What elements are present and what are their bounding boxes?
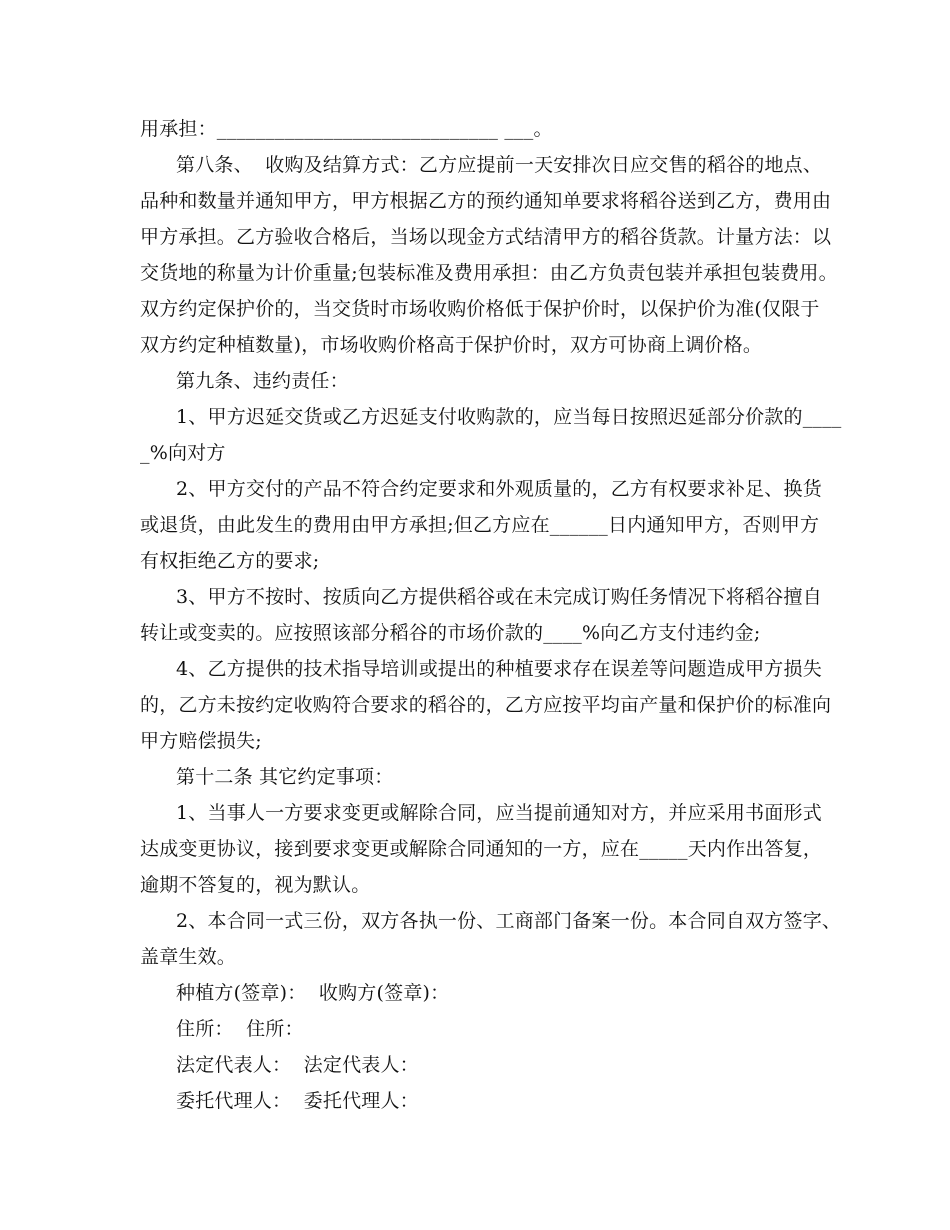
article-12-clause-1-line: 1、当事人一方要求变更或解除合同，应当提前通知对方，并应采用书面形式 <box>176 802 822 824</box>
article-9-clause-3-line: 3、甲方不按时、按质向乙方提供稻谷或在未完成订购任务情况下将稻谷擅自 <box>176 586 822 608</box>
article-9-clause-2-line: 或退货，由此发生的费用由甲方承担;但乙方应在______日内通知甲方，否则甲方 <box>140 514 820 536</box>
article-9-clause-2-line: 2、甲方交付的产品不符合约定要求和外观质量的，乙方有权要求补足、换货 <box>176 478 822 500</box>
address-line: 住所： 住所： <box>176 1018 304 1040</box>
legal-representative-line: 法定代表人： 法定代表人： <box>176 1054 419 1076</box>
article-9-clause-2-line: 有权拒绝乙方的要求; <box>140 550 320 572</box>
article-9-clause-4-line: 的，乙方未按约定收购符合要求的稻谷的，乙方应按平均亩产量和保护价的标准向 <box>140 694 832 716</box>
article-12-clause-2-line: 盖章生效。 <box>140 946 237 968</box>
article-8-line: 品种和数量并通知甲方，甲方根据乙方的预约通知单要求将稻谷送到乙方，费用由 <box>140 190 832 212</box>
article-8-line: 甲方承担。乙方验收合格后，当场以现金方式结清甲方的稻谷货款。计量方法：以 <box>140 226 832 248</box>
article-9-clause-4-line: 4、乙方提供的技术指导培训或提出的种植要求存在误差等问题造成甲方损失 <box>176 658 822 680</box>
article-8-line: 双方约定种植数量)，市场收购价格高于保护价时，双方可协商上调价格。 <box>140 334 763 356</box>
article-8-line: 交货地的称量为计价重量;包装标准及费用承担：由乙方负责包装并承担包装费用。 <box>140 262 838 284</box>
article-8-heading-line: 第八条、 收购及结算方式：乙方应提前一天安排次日应交售的稻谷的地点、 <box>176 154 823 176</box>
article-8-line: 双方约定保护价的，当交货时市场收购价格低于保护价时，以保护价为准(仅限于 <box>140 298 820 320</box>
article-12-clause-1-line: 逾期不答复的，视为默认。 <box>140 874 371 896</box>
article-9-clause-1-line: _%向对方 <box>140 442 226 464</box>
article-9-clause-1-line: 1、甲方迟延交货或乙方迟延支付收购款的，应当每日按照迟延部分价款的____ <box>176 406 842 428</box>
article-12-clause-1-line: 达成变更协议，接到要求变更或解除合同通知的一方，应在_____天内作出答复， <box>140 838 823 860</box>
article-9-clause-3-line: 转让或变卖的。应按照该部分稻谷的市场价款的____%向乙方支付违约金; <box>140 622 761 644</box>
authorized-agent-line: 委托代理人： 委托代理人： <box>176 1090 419 1112</box>
article-9-heading: 第九条、违约责任： <box>176 370 349 392</box>
article-12-heading: 第十二条 其它约定事项： <box>176 766 394 788</box>
signature-parties-line: 种植方(签章)： 收购方(签章)： <box>176 982 450 1004</box>
text-line-fee-bearer: 用承担：_____________________________ ___。 <box>140 118 553 140</box>
article-12-clause-2-line: 2、本合同一式三份，双方各执一份、工商部门备案一份。本合同自双方签字、 <box>176 910 842 932</box>
article-9-clause-4-line: 甲方赔偿损失; <box>140 730 262 752</box>
